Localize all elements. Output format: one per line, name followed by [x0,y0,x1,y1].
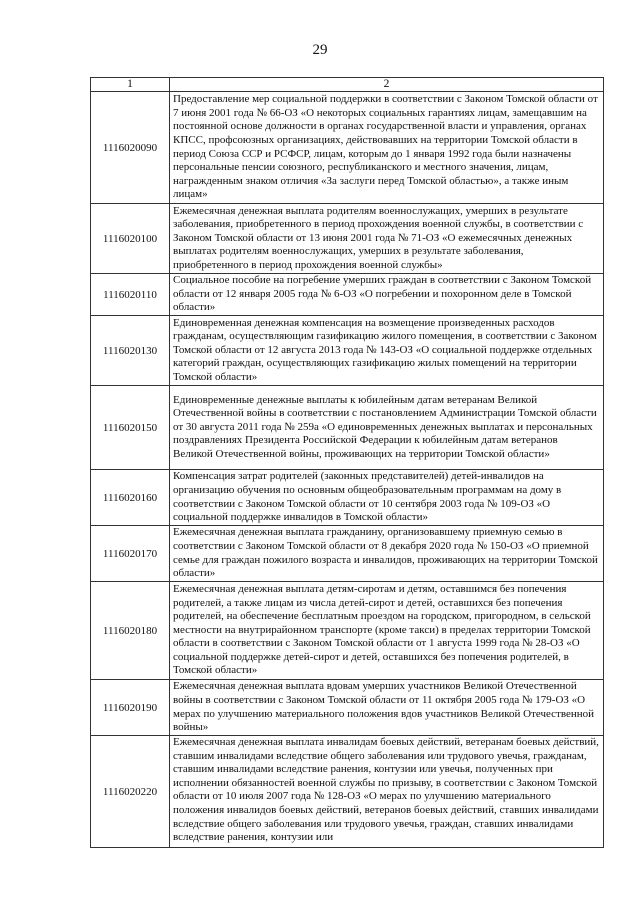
table-row [91,92,604,204]
row-description: Социальное пособие на погребение умерших граждан в соответствии с Законом Томской области от 12 января 2005 года № 6-ОЗ «О погребении и похоронном деле в Томской области» [170,274,604,316]
row-code: 1116020220 [91,736,170,848]
row-code: 1116020170 [91,526,170,582]
table-row [91,470,604,526]
row-code: 1116020130 [91,316,170,386]
row-code: 1116020150 [91,386,170,470]
row-description: Ежемесячная денежная выплата инвалидам боевых действий, ветеранам боевых действий, ставшим инвалидами вследствие общего заболевания или трудового увечья, гражданам, ставшим инвалидами вследствие ранения, контузии или увечья, полученных при исполнении обязанностей военной службы по призыву, в соответствии с Законом Томской области от 10 июля 2007 года № 128-ОЗ «О мерах по улучшению материального положения инвалидов боевых действий, ветеранов боевых действий, ставших инвалидами вследствие общего заболевания или трудового увечья, граждан, ставших инвалидами вследствие ранения, контузии или [170,736,604,848]
column-header-1: 1 [91,78,170,92]
row-description: Компенсация затрат родителей (законных представителей) детей-инвалидов на организацию обучения по основным общеобразовательным программам на дому в соответствии с Законом Томской области от 10 сентября 2003 года № 109-ОЗ «О социальной поддержке инвалидов в Томской области» [170,470,604,526]
row-code: 1116020180 [91,582,170,680]
row-description: Единовременные денежные выплаты к юбилейным датам ветеранам Великой Отечественной войны в соответствии с постановлением Администрации Томской области от 30 августа 2011 года № 259а «О единовременных денежных выплатах и персональных поздравлениях Президента Российской Федерации к юбилейным датам ветеранов Великой Отечественной войны, проживающих на территории Томской области» [170,386,604,470]
table-row [91,386,604,470]
table-row [91,316,604,386]
row-description: Предоставление мер социальной поддержки в соответствии с Законом Томской области от 7 июня 2001 года № 66-ОЗ «О некоторых социальных гарантиях лицам, замещавшим на постоянной основе должности в органах государственной власти и управления, органах КПСС, профсоюзных организациях, действовавших на территории Томской области в период Союза ССР и РСФСР, лицам, которым до 1 января 1992 года были назначены персональные пенсии союзного, республиканского и местного значения, лицам, награжденным знаком отличия «За заслуги перед Томской областью», а также иным лицам» [170,92,604,204]
classification-table [90,77,604,848]
row-code: 1116020190 [91,680,170,736]
table-row [91,204,604,274]
row-description: Ежемесячная денежная выплата детям-сиротам и детям, оставшимся без попечения родителей, а также лицам из числа детей-сирот и детей, оставшихся без попечения родителей, на обеспечение бесплатным проездом на городском, пригородном, в сельской местности на внутрирайонном транспорте (кроме такси) в пределах территории Томской области в соответствии с Законом Томской области от 1 августа 1999 года № 28-ОЗ «О социальной поддержке детей-сирот и детей, оставшихся без попечения родителей, в Томской области» [170,582,604,680]
page-number: 29 [312,42,328,58]
row-code: 1116020100 [91,204,170,274]
row-description: Единовременная денежная компенсация на возмещение произведенных расходов гражданам, осуществляющим газификацию жилого помещения, в соответствии с Законом Томской области от 12 августа 2013 года № 143-ОЗ «О социальной поддержке отдельных категорий граждан, осуществляющих газификацию жилых помещений на территории Томской области» [170,316,604,386]
table-row [91,736,604,848]
table-row [91,526,604,582]
column-header-2: 2 [170,78,604,92]
row-description: Ежемесячная денежная выплата вдовам умерших участников Великой Отечественной войны в соответствии с Законом Томской области от 11 октября 2005 года № 179-ОЗ «О мерах по улучшению материального положения вдов участников Великой Отечественной войны» [170,680,604,736]
table-header-row [91,78,604,92]
row-code: 1116020090 [91,92,170,204]
row-code: 1116020110 [91,274,170,316]
table-row [91,680,604,736]
table-row [91,582,604,680]
row-code: 1116020160 [91,470,170,526]
table-row [91,274,604,316]
row-description: Ежемесячная денежная выплата гражданину, организовавшему приемную семью в соответствии с Законом Томской области от 8 декабря 2020 года № 150-ОЗ «О приемной семье для граждан пожилого возраста и инвалидов, проживающих на территории Томской области» [170,526,604,582]
row-description: Ежемесячная денежная выплата родителям военнослужащих, умерших в результате заболевания, приобретенного в период прохождения военной службы, в соответствии с Законом Томской области от 13 июня 2001 года № 71-ОЗ «О ежемесячных денежных выплатах родителям военнослужащих, умерших в результате заболевания, приобретенного в период прохождения военной службы» [170,204,604,274]
